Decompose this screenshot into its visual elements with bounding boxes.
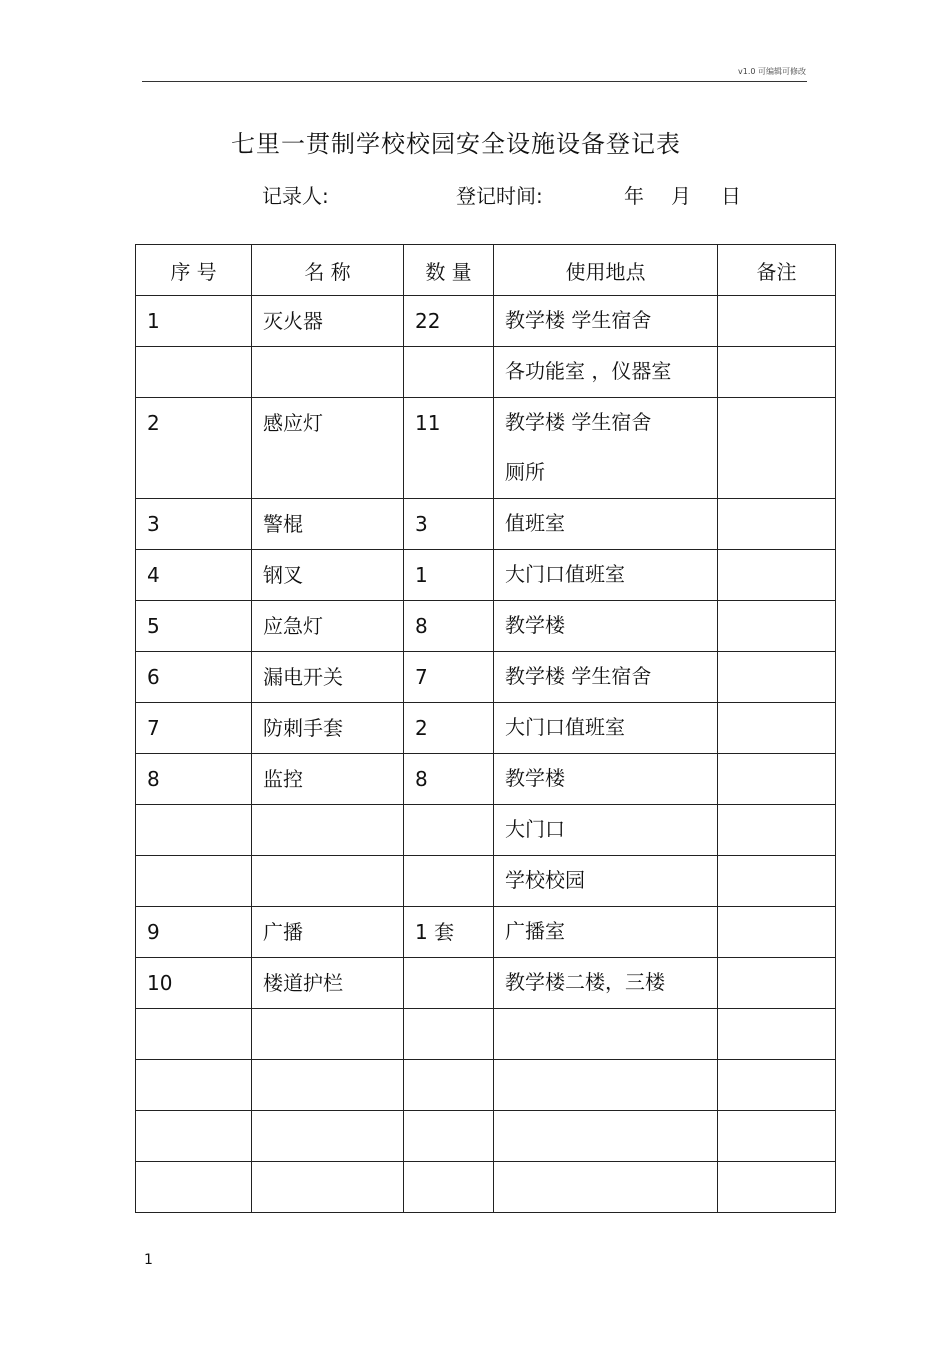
cell-location [494, 754, 718, 805]
location-line: 教学楼 学生宿舍 [505, 664, 652, 688]
cell-quantity [404, 347, 494, 398]
cell-location [494, 296, 718, 347]
table-row [136, 703, 836, 754]
cell-location [494, 1009, 718, 1060]
cell-serial-number: 5 [136, 601, 252, 652]
location-line: 教学楼 学生宿舍 [505, 308, 652, 332]
cell-remarks [718, 1162, 836, 1213]
table-row [136, 1162, 836, 1213]
cell-serial-number [136, 1162, 252, 1213]
location-line: 教学楼 [505, 613, 565, 637]
table-row [136, 296, 836, 347]
cell-name: 应急灯 [252, 601, 404, 652]
cell-remarks [718, 1060, 836, 1111]
location-line: 大门口值班室 [505, 715, 625, 739]
cell-quantity: 3 [404, 499, 494, 550]
cell-remarks [718, 499, 836, 550]
cell-name [252, 1162, 404, 1213]
location-line: 大门口值班室 [505, 562, 625, 586]
registration-date-label: 登记时间: [456, 184, 543, 208]
location-line: 学校校园 [505, 868, 585, 892]
table-row [136, 805, 836, 856]
cell-name: 监控 [252, 754, 404, 805]
cell-serial-number [136, 347, 252, 398]
cell-remarks [718, 347, 836, 398]
cell-name [252, 1111, 404, 1162]
cell-quantity: 8 [404, 754, 494, 805]
cell-location [494, 398, 718, 499]
location-line: 教学楼二楼，三楼 [505, 970, 665, 994]
cell-name: 警棍 [252, 499, 404, 550]
cell-location [494, 1060, 718, 1111]
cell-serial-number [136, 1111, 252, 1162]
cell-name: 灭火器 [252, 296, 404, 347]
cell-remarks [718, 1009, 836, 1060]
cell-quantity: 22 [404, 296, 494, 347]
table-row [136, 550, 836, 601]
table-body [136, 296, 836, 1213]
table-row [136, 1009, 836, 1060]
cell-quantity: 11 [404, 398, 494, 499]
cell-quantity [404, 805, 494, 856]
cell-quantity: 7 [404, 652, 494, 703]
cell-name: 漏电开关 [252, 652, 404, 703]
cell-serial-number [136, 1009, 252, 1060]
cell-name: 楼道护栏 [252, 958, 404, 1009]
cell-remarks [718, 652, 836, 703]
header-serial-number: 序 号 [136, 245, 252, 296]
year-label: 年 [624, 184, 644, 208]
cell-serial-number: 6 [136, 652, 252, 703]
cell-location [494, 958, 718, 1009]
location-line: 厕所 [505, 460, 545, 484]
cell-location [494, 856, 718, 907]
cell-serial-number: 8 [136, 754, 252, 805]
table-header-row [136, 245, 836, 296]
table-row [136, 347, 836, 398]
cell-remarks [718, 907, 836, 958]
cell-name [252, 1060, 404, 1111]
cell-location [494, 805, 718, 856]
cell-remarks [718, 398, 836, 499]
location-line: 教学楼 学生宿舍 [505, 410, 652, 434]
table-row [136, 398, 836, 499]
cell-quantity [404, 958, 494, 1009]
location-line: 值班室 [505, 511, 565, 535]
location-line: 广播室 [505, 919, 565, 943]
cell-serial-number: 7 [136, 703, 252, 754]
cell-remarks [718, 958, 836, 1009]
cell-name: 感应灯 [252, 398, 404, 499]
cell-serial-number: 9 [136, 907, 252, 958]
location-line: 教学楼 [505, 766, 565, 790]
table-row [136, 1111, 836, 1162]
table-row [136, 652, 836, 703]
location-line: 各功能室 ，仪器室 [505, 359, 672, 383]
table-row [136, 754, 836, 805]
day-label: 日 [721, 184, 741, 208]
cell-serial-number: 4 [136, 550, 252, 601]
cell-name [252, 856, 404, 907]
cell-location [494, 347, 718, 398]
header-rule [142, 81, 807, 82]
table-row [136, 499, 836, 550]
cell-location [494, 652, 718, 703]
cell-quantity: 1 [404, 550, 494, 601]
cell-name: 钢叉 [252, 550, 404, 601]
cell-quantity: 2 [404, 703, 494, 754]
cell-name [252, 347, 404, 398]
cell-serial-number [136, 1060, 252, 1111]
cell-serial-number: 2 [136, 398, 252, 499]
cell-quantity: 1 套 [404, 907, 494, 958]
header-remarks: 备注 [718, 245, 836, 296]
header-quantity: 数 量 [404, 245, 494, 296]
recorder-label: 记录人: [262, 184, 329, 208]
cell-location [494, 703, 718, 754]
table-row [136, 958, 836, 1009]
header-location: 使用地点 [494, 245, 718, 296]
cell-location [494, 550, 718, 601]
cell-location [494, 499, 718, 550]
cell-quantity [404, 1111, 494, 1162]
month-label: 月 [671, 184, 691, 208]
cell-quantity [404, 856, 494, 907]
cell-quantity [404, 1060, 494, 1111]
table-row [136, 856, 836, 907]
table-row [136, 1060, 836, 1111]
equipment-register-table [135, 244, 836, 1213]
cell-location [494, 601, 718, 652]
cell-serial-number: 10 [136, 958, 252, 1009]
cell-remarks [718, 550, 836, 601]
cell-quantity [404, 1162, 494, 1213]
cell-serial-number [136, 805, 252, 856]
document-title: 七里一贯制学校校园安全设施设备登记表 [231, 130, 681, 158]
cell-remarks [718, 754, 836, 805]
cell-quantity [404, 1009, 494, 1060]
cell-location [494, 1162, 718, 1213]
cell-serial-number: 1 [136, 296, 252, 347]
cell-serial-number: 3 [136, 499, 252, 550]
table-row [136, 601, 836, 652]
cell-remarks [718, 601, 836, 652]
cell-name: 广播 [252, 907, 404, 958]
cell-serial-number [136, 856, 252, 907]
header-name: 名 称 [252, 245, 404, 296]
cell-remarks [718, 805, 836, 856]
cell-remarks [718, 1111, 836, 1162]
version-label: v1.0 可编辑可修改 [738, 67, 806, 76]
cell-name: 防刺手套 [252, 703, 404, 754]
cell-remarks [718, 296, 836, 347]
location-line: 大门口 [505, 817, 565, 841]
cell-remarks [718, 856, 836, 907]
cell-name [252, 1009, 404, 1060]
table-row [136, 907, 836, 958]
cell-location [494, 907, 718, 958]
cell-remarks [718, 703, 836, 754]
cell-quantity: 8 [404, 601, 494, 652]
cell-name [252, 805, 404, 856]
page-number: 1 [144, 1252, 153, 1268]
cell-location [494, 1111, 718, 1162]
